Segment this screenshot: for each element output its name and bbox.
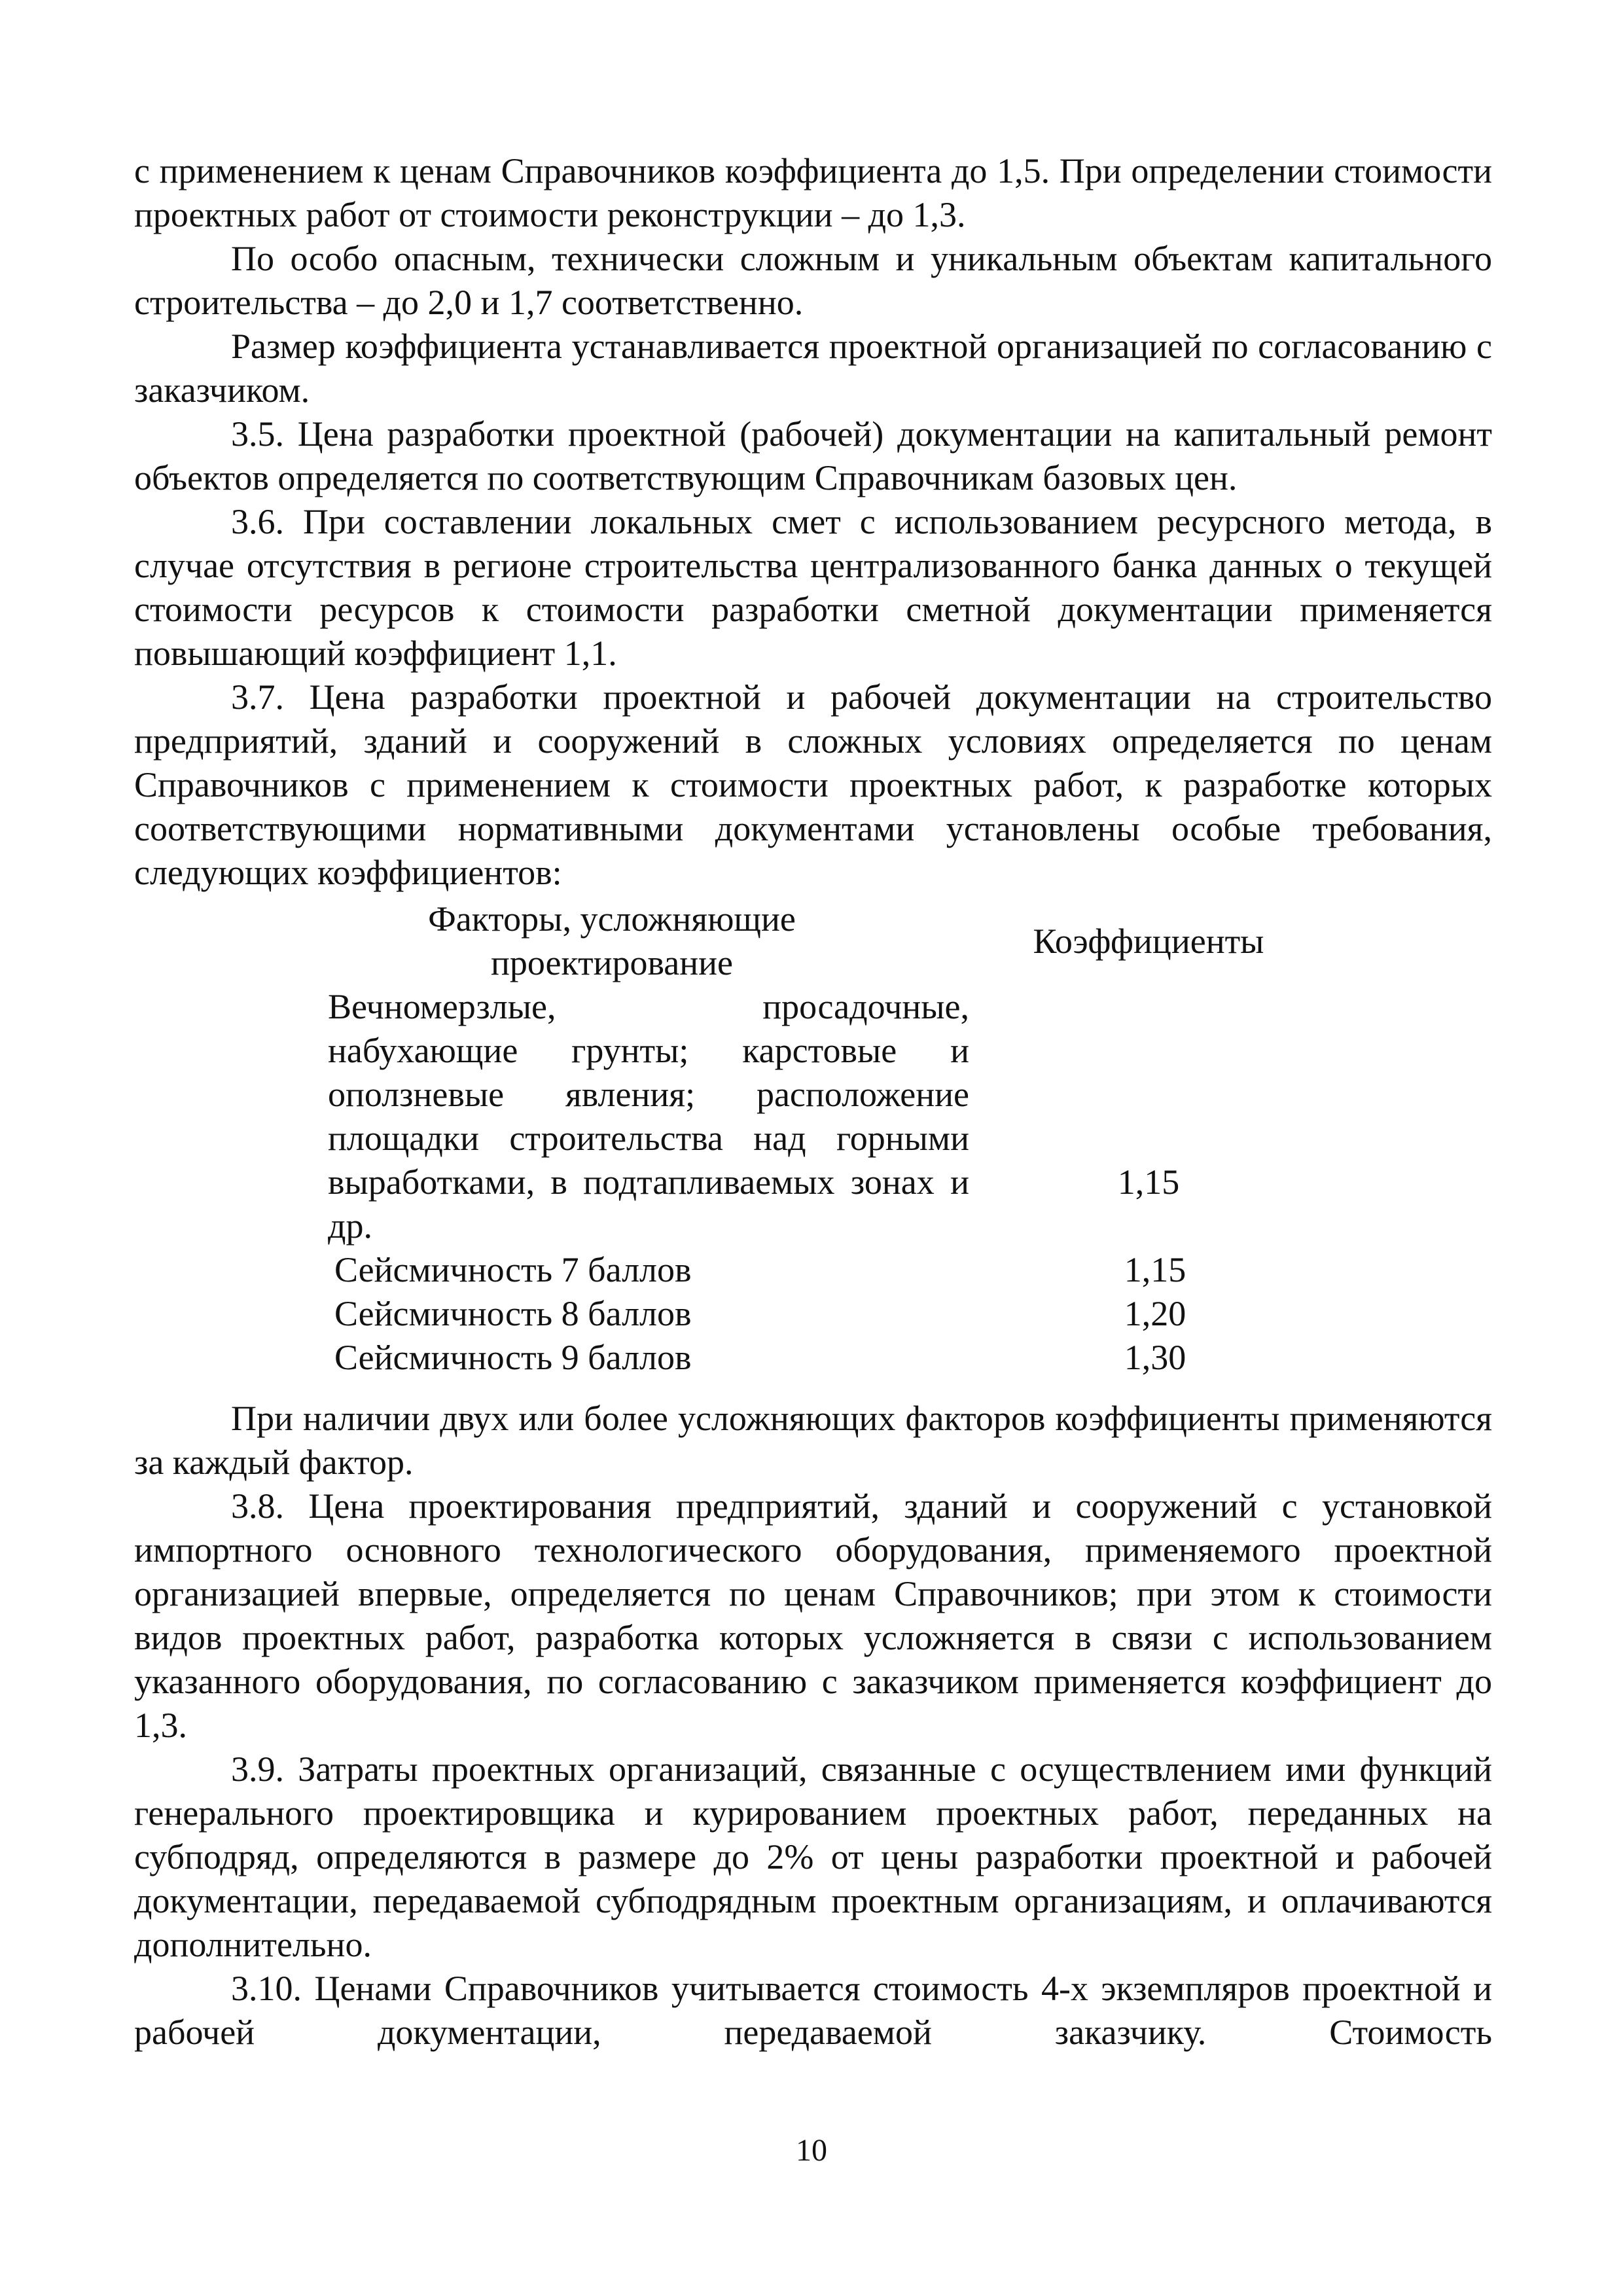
table-header-coefficients: Коэффициенты	[1033, 922, 1264, 961]
paragraph-continuation: с применением к ценам Справочников коэффициента до 1,5. При определении стоимости проектных работ от стоимости реконструкции – до 1,3.	[134, 151, 1492, 234]
table-header-factors	[291, 897, 933, 985]
table-cell-coefficient: 1,30	[1124, 1338, 1186, 1377]
table-header-factors-line2: проектирование	[490, 943, 734, 982]
paragraph-multiple-factors: При наличии двух или более усложняющих факторов коэффициенты применяются за каждый фактор.	[134, 1399, 1492, 1482]
table-cell-coefficient: 1,15	[1117, 1162, 1180, 1202]
coefficients-table	[134, 897, 1492, 1380]
table-row	[134, 1292, 1492, 1336]
table-cell-factor: Вечномерзлые, просадочные, набухающие грунты; карстовые и оползневые явления; расположение площадки строительства над горными выработками, в подтапливаемых зонах и др.	[328, 987, 969, 1246]
table-cell-factor: Сейсмичность 9 баллов	[334, 1338, 692, 1377]
table-cell-factor: Сейсмичность 8 баллов	[334, 1294, 692, 1333]
paragraph-hazardous-objects: По особо опасным, технически сложным и уникальным объектам капитального строительства – до 2,0 и 1,7 соответственно.	[134, 239, 1492, 322]
page-number: 10	[796, 2133, 827, 2168]
paragraph-3-10: 3.10. Ценами Справочников учитывается стоимость 4-х экземпляров проектной и рабочей документации, передаваемой заказчику. Стоимость	[134, 1969, 1492, 2052]
table-cell-factor: Сейсмичность 7 баллов	[334, 1250, 692, 1289]
table-row	[134, 1248, 1492, 1292]
paragraph-3-8: 3.8. Цена проектирования предприятий, зданий и сооружений с установкой импортного основного технологического оборудования, применяемого проектной организацией впервые, определяется по ценам Справочников; при этом к стоимости видов проектных работ, разработка которых усложняется в связи с использованием указанного оборудования, по согласованию с заказчиком применяется коэффициент до 1,3.	[134, 1486, 1492, 1745]
document-page	[134, 149, 1492, 2054]
table-cell-coefficient: 1,20	[1124, 1294, 1186, 1333]
paragraph-3-6: 3.6. При составлении локальных смет с использованием ресурсного метода, в случае отсутствия в регионе строительства централизованного банка данных о текущей стоимости ресурсов к стоимости разработки сметной документации применяется повышающий коэффициент 1,1.	[134, 502, 1492, 673]
paragraph-3-7: 3.7. Цена разработки проектной и рабочей документации на строительство предприятий, зданий и сооружений в сложных условиях определяется по ценам Справочников с применением к стоимости проектных работ, к разработке которых соответствующими нормативными документами установлены особые требования, следующих коэффициентов:	[134, 677, 1492, 892]
paragraph-coefficient-size: Размер коэффициента устанавливается проектной организацией по согласованию с заказчиком.	[134, 327, 1492, 410]
table-row	[134, 985, 1492, 1248]
table-row	[134, 1336, 1492, 1380]
paragraph-3-5: 3.5. Цена разработки проектной (рабочей) документации на капитальный ремонт объектов определяется по соответствующим Справочникам базовых цен.	[134, 414, 1492, 497]
table-header-factors-line1: Факторы, усложняющие	[428, 899, 796, 939]
table-cell-coefficient: 1,15	[1124, 1250, 1186, 1289]
paragraph-3-9: 3.9. Затраты проектных организаций, связанные с осуществлением ими функций генерального проектировщика и курированием проектных работ, переданных на субподряд, определяются в размере до 2% от цены разработки проектной и рабочей документации, передаваемой субподрядным проектным организациям, и оплачиваются дополнительно.	[134, 1749, 1492, 1964]
